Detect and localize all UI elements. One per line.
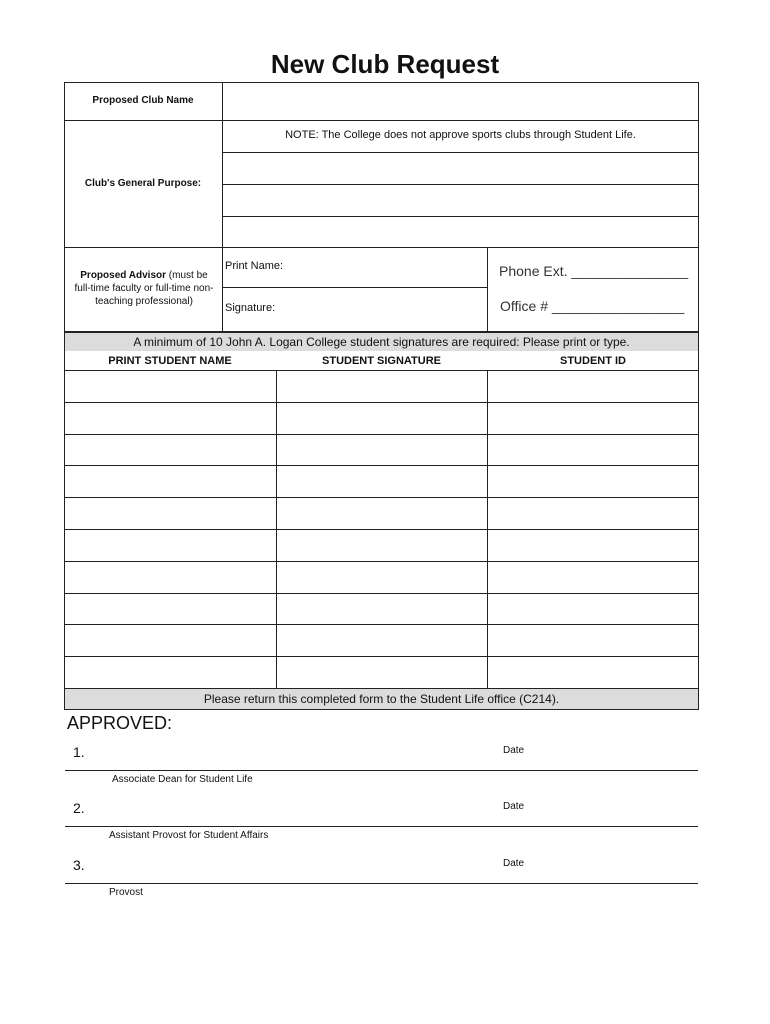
print-name-label: Print Name:: [225, 260, 284, 272]
sports-note: NOTE: The College does not approve sports clubs through Student Life.: [285, 129, 636, 141]
student-signature-field[interactable]: [279, 659, 484, 685]
student-name-field[interactable]: [67, 500, 273, 526]
approval-date-field[interactable]: [530, 794, 695, 820]
club-name-field[interactable]: [224, 84, 697, 119]
approval-date-label: Date: [503, 858, 525, 869]
approval-number: 2.: [73, 800, 85, 816]
approval-number: 3.: [73, 857, 85, 873]
col-header-id: STUDENT ID: [560, 355, 626, 367]
student-id-field[interactable]: [490, 532, 696, 558]
student-signature-field[interactable]: [279, 500, 484, 526]
student-signature-field[interactable]: [279, 405, 484, 431]
signatures-footer: Please return this completed form to the Student Life office (C214).: [203, 692, 560, 706]
approval-signature-field[interactable]: [95, 738, 490, 764]
student-name-field[interactable]: [67, 468, 273, 494]
advisor-label-bold: Proposed Advisor: [80, 270, 167, 281]
student-signature-field[interactable]: [279, 468, 484, 494]
student-signature-field[interactable]: [279, 627, 484, 653]
student-name-field[interactable]: [67, 564, 273, 590]
approval-date-field[interactable]: [530, 851, 695, 877]
student-name-field[interactable]: [67, 373, 273, 399]
approval-signature-line: [65, 826, 698, 827]
approval-role-label: Assistant Provost for Student Affairs: [109, 830, 269, 841]
student-id-field[interactable]: [490, 500, 696, 526]
advisor-label-note: (must be full-time faculty or full-time non-teaching professional): [74, 270, 214, 307]
student-signature-field[interactable]: [279, 596, 484, 622]
student-id-field[interactable]: [490, 437, 696, 463]
student-name-field[interactable]: [67, 659, 273, 685]
student-name-field[interactable]: [67, 532, 273, 558]
approval-signature-field[interactable]: [95, 851, 490, 877]
approved-heading: APPROVED:: [67, 713, 173, 733]
student-id-field[interactable]: [490, 659, 696, 685]
student-name-field[interactable]: [67, 596, 273, 622]
phone-ext-field[interactable]: Phone Ext. _______________: [499, 263, 689, 279]
col-header-signature: STUDENT SIGNATURE: [322, 355, 441, 367]
student-id-field[interactable]: [490, 627, 696, 653]
approval-signature-field[interactable]: [95, 794, 490, 820]
student-id-field[interactable]: [490, 596, 696, 622]
student-name-field[interactable]: [67, 627, 273, 653]
purpose-label: Club's General Purpose:: [84, 178, 202, 189]
page-title: New Club Request: [270, 49, 500, 79]
approval-signature-line: [65, 883, 698, 884]
approval-role-label: Associate Dean for Student Life: [112, 774, 253, 785]
purpose-line-1[interactable]: [224, 154, 697, 183]
advisor-signature-field[interactable]: [280, 290, 485, 330]
club-name-label: Proposed Club Name: [92, 95, 194, 106]
student-name-field[interactable]: [67, 437, 273, 463]
purpose-line-3[interactable]: [224, 218, 697, 246]
col-header-name: PRINT STUDENT NAME: [108, 355, 232, 367]
student-id-field[interactable]: [490, 405, 696, 431]
student-signature-field[interactable]: [279, 437, 484, 463]
signatures-banner: A minimum of 10 John A. Logan College student signatures are required: Please print or type.: [133, 335, 630, 349]
advisor-label: [72, 269, 216, 308]
office-number-field[interactable]: Office # _________________: [500, 298, 685, 314]
approval-number: 1.: [73, 744, 85, 760]
signature-label: Signature:: [225, 302, 276, 314]
advisor-print-name-field[interactable]: [290, 250, 485, 285]
student-id-field[interactable]: [490, 564, 696, 590]
approval-date-label: Date: [503, 745, 525, 756]
approval-date-label: Date: [503, 801, 525, 812]
student-id-field[interactable]: [490, 468, 696, 494]
student-signature-field[interactable]: [279, 373, 484, 399]
student-signature-field[interactable]: [279, 532, 484, 558]
approval-role-label: Provost: [109, 887, 143, 898]
purpose-line-2[interactable]: [224, 186, 697, 215]
student-id-field[interactable]: [490, 373, 696, 399]
student-name-field[interactable]: [67, 405, 273, 431]
approval-signature-line: [65, 770, 698, 771]
approval-date-field[interactable]: [530, 738, 695, 764]
student-signature-field[interactable]: [279, 564, 484, 590]
